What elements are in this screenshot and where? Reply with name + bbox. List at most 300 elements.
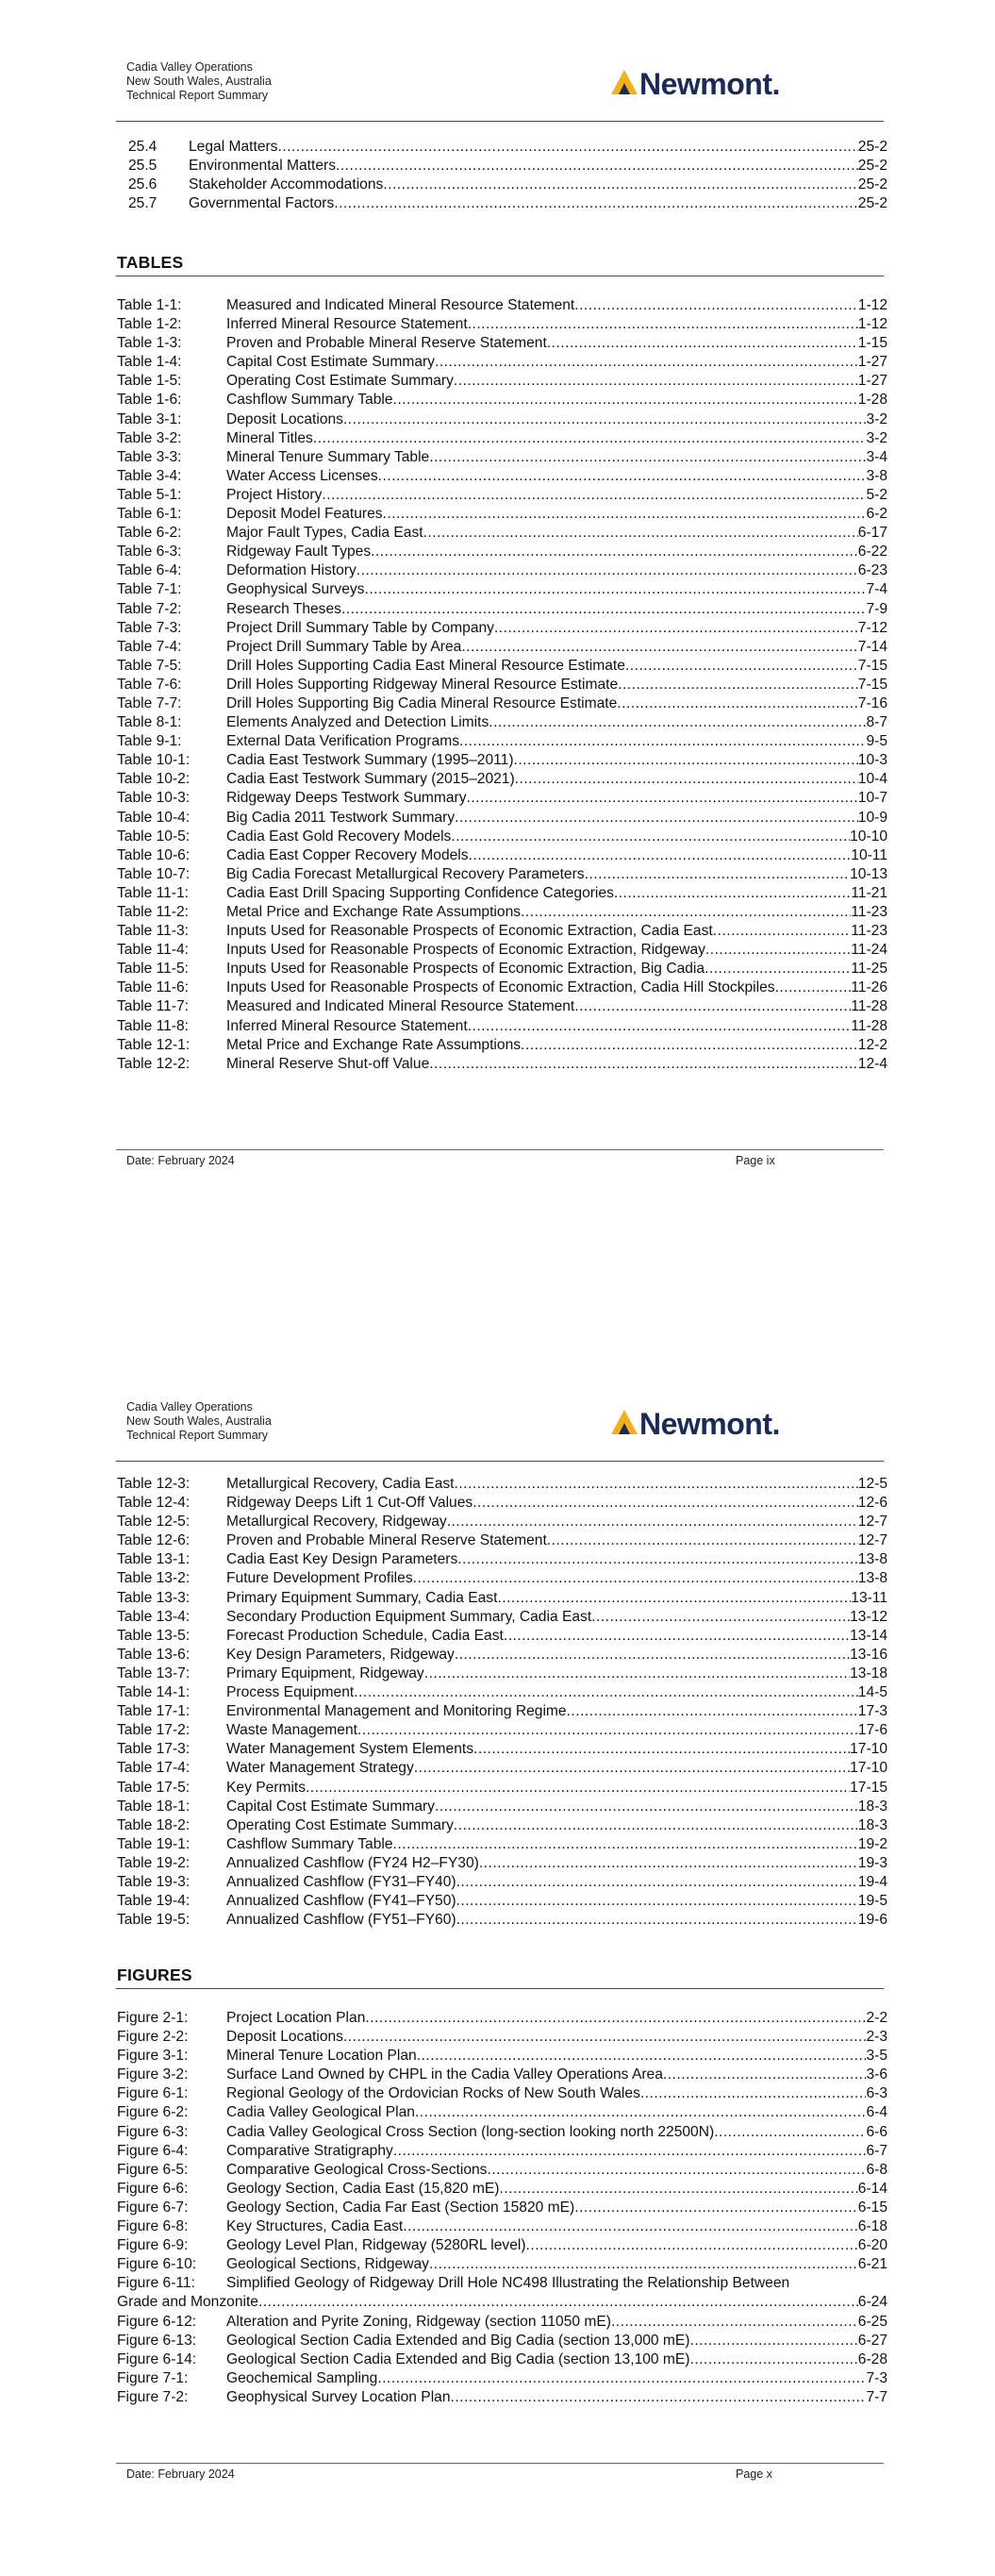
leader-dots [479, 1854, 858, 1873]
table-list-entry-page: 6-22 [857, 544, 887, 560]
figure-list-entry-title: Comparative Geological Cross-Sections [226, 2161, 488, 2178]
figure-list-entry-label: Figure 6-2: [117, 2104, 189, 2121]
toc-entry-page: 25-2 [857, 139, 887, 155]
leader-dots [473, 1494, 858, 1513]
newmont-logo-text: Newmont. [639, 1407, 780, 1438]
table-list-entry[interactable] [117, 467, 887, 486]
table-list-entry-label: Table 18-2: [117, 1816, 191, 1833]
leader-dots [336, 157, 858, 176]
table-list-entry-page: 7-9 [866, 600, 887, 617]
leader-dots [393, 391, 858, 410]
table-list-entry[interactable] [117, 429, 887, 448]
table-list-entry-title: Inputs Used for Reasonable Prospects of Economic Extraction, Cadia Hill Stockpiles [226, 979, 775, 996]
figure-list-entry[interactable] [117, 2236, 887, 2255]
table-list-entry-title: Mineral Titles [226, 429, 313, 446]
table-list-entry-page: 10-9 [857, 809, 887, 826]
leader-dots [429, 1055, 858, 1074]
table-list-entry[interactable] [117, 1627, 887, 1646]
leader-dots [461, 638, 857, 657]
table-list-entry[interactable] [117, 315, 887, 334]
table-list-entry[interactable] [117, 1740, 887, 1759]
table-list-entry[interactable] [117, 1646, 887, 1664]
table-list-entry[interactable] [117, 1892, 887, 1911]
figure-list-entry-title: Geology Section, Cadia East (15,820 mE) [226, 2180, 500, 2197]
table-list-entry-page: 1-12 [857, 316, 887, 333]
figure-list-entry-label: Figure 3-1: [117, 2048, 189, 2065]
table-list-entry[interactable] [117, 1683, 887, 1702]
table-list-entry[interactable] [117, 979, 887, 997]
table-list-entry-label: Table 12-5: [117, 1514, 191, 1531]
table-list-entry[interactable] [117, 903, 887, 922]
leader-dots [455, 809, 858, 828]
table-list-entry[interactable] [117, 543, 887, 561]
figure-list-entry-page: 6-20 [857, 2237, 887, 2254]
leader-dots [357, 1721, 858, 1740]
leader-dots [393, 2142, 867, 2161]
table-list-entry-page: 8-7 [866, 714, 887, 731]
table-list-entry[interactable] [117, 1589, 887, 1608]
leader-dots [473, 1740, 850, 1759]
table-list-entry-title: Proven and Probable Mineral Reserve Statement [226, 335, 547, 352]
table-list-entry-title: Ridgeway Deeps Lift 1 Cut-Off Values [226, 1495, 473, 1512]
table-list-entry-label: Table 17-4: [117, 1760, 191, 1777]
figures-heading-rule [116, 1988, 884, 1989]
table-list-entry[interactable] [117, 694, 887, 713]
leader-dots [365, 2009, 866, 2028]
table-list-entry-label: Table 7-5: [117, 657, 182, 674]
leader-dots [435, 1798, 858, 1816]
table-list-entry[interactable] [117, 1055, 887, 1074]
figure-list-entry[interactable] [117, 2142, 887, 2161]
table-list-entry-title: Drill Holes Supporting Ridgeway Mineral Resource Estimate [226, 676, 619, 693]
table-list-entry[interactable] [117, 1569, 887, 1588]
leader-dots [618, 676, 858, 694]
figures-list [117, 2009, 887, 2407]
table-list-entry-title: Cashflow Summary Table [226, 1835, 393, 1852]
leader-dots [468, 315, 858, 334]
leader-dots [705, 960, 851, 979]
figure-list-entry[interactable] [117, 2084, 887, 2103]
table-list-entry-page: 19-5 [857, 1893, 887, 1910]
figure-list-entry[interactable] [117, 2066, 887, 2084]
leader-dots [277, 138, 857, 157]
toc-entry[interactable] [128, 157, 887, 176]
table-list-entry[interactable] [117, 713, 887, 732]
figure-list-entry[interactable] [117, 2274, 887, 2293]
table-list-entry-page: 6-17 [857, 525, 887, 542]
table-list-entry-label: Table 10-1: [117, 752, 191, 769]
table-list-entry-title: Water Access Licenses [226, 467, 378, 484]
leader-dots [364, 580, 866, 599]
toc-entry[interactable] [128, 194, 887, 213]
leader-dots [403, 2217, 858, 2236]
leader-dots [690, 2350, 858, 2369]
leader-dots [663, 2066, 867, 2084]
figure-list-entry-title: Mineral Tenure Location Plan [226, 2048, 417, 2065]
table-list-entry[interactable] [117, 1702, 887, 1721]
table-list-entry-label: Table 18-1: [117, 1798, 191, 1815]
footer-rule [116, 2463, 884, 2464]
leader-dots [447, 1513, 858, 1531]
table-list-entry-page: 1-12 [857, 297, 887, 313]
table-list-entry-page: 1-15 [857, 335, 887, 352]
figure-list-entry-label: Figure 6-14: [117, 2350, 197, 2367]
table-list-entry-label: Table 7-4: [117, 638, 182, 655]
leader-dots [705, 941, 851, 960]
table-list-entry-label: Table 12-1: [117, 1036, 191, 1053]
leader-dots [468, 1017, 852, 1036]
toc-entry-title: Environmental Matters [189, 158, 336, 175]
header-line-3: Technical Report Summary [126, 89, 269, 102]
table-list-entry-title: Deformation History [226, 562, 357, 579]
figure-list-entry-title: Simplified Geology of Ridgeway Drill Hole NC498 Illustrating the Relationship Between [226, 2275, 790, 2292]
leader-dots [775, 979, 852, 997]
header-rule [116, 1461, 884, 1462]
table-list-entry[interactable] [117, 410, 887, 429]
figure-list-entry-continuation[interactable] [117, 2293, 887, 2312]
table-list-entry-page: 10-4 [857, 771, 887, 788]
leader-dots [429, 448, 866, 467]
table-list-entry[interactable] [117, 789, 887, 808]
figure-list-entry[interactable] [117, 2332, 887, 2350]
table-list-entry[interactable] [117, 353, 887, 372]
figure-list-entry-title: Geology Level Plan, Ridgeway (5280RL level) [226, 2237, 526, 2254]
table-list-entry[interactable] [117, 334, 887, 353]
footer-date: Date: February 2024 [126, 1154, 235, 1167]
table-list-entry[interactable] [117, 1759, 887, 1778]
table-list-entry[interactable] [117, 600, 887, 619]
table-list-entry[interactable] [117, 524, 887, 543]
figure-list-entry[interactable] [117, 2350, 887, 2369]
leader-dots [614, 884, 851, 903]
table-list-entry[interactable] [117, 1608, 887, 1627]
leader-dots [341, 600, 867, 619]
table-list-entry-label: Table 19-2: [117, 1854, 191, 1871]
figure-list-entry-label: Figure 6-8: [117, 2218, 189, 2235]
figure-list-entry-title: Deposit Locations [226, 2029, 343, 2046]
table-list-entry[interactable] [117, 960, 887, 979]
tables-list-continued [117, 1475, 887, 1930]
table-list-entry-label: Table 3-4: [117, 467, 182, 484]
table-list-entry-label: Table 10-3: [117, 790, 191, 807]
leader-dots [354, 1683, 858, 1702]
table-list-entry-title: Annualized Cashflow (FY51–FY60) [226, 1912, 456, 1929]
leader-dots [423, 524, 858, 543]
leader-dots [414, 1759, 850, 1778]
figure-list-entry[interactable] [117, 2103, 887, 2122]
table-list-entry[interactable] [117, 922, 887, 941]
table-list-entry-page: 13-8 [857, 1551, 887, 1568]
table-list-entry-label: Table 8-1: [117, 714, 182, 731]
header-line-3: Technical Report Summary [126, 1429, 269, 1442]
figure-list-entry[interactable] [117, 2199, 887, 2217]
table-list-entry[interactable] [117, 751, 887, 770]
figure-list-entry[interactable] [117, 2123, 887, 2142]
toc-entry[interactable] [128, 176, 887, 194]
figure-list-entry-page: 6-27 [857, 2332, 887, 2349]
table-list-entry-title: Inferred Mineral Resource Statement [226, 1017, 468, 1034]
figure-list-entry-label: Figure 6-9: [117, 2237, 189, 2254]
table-list-entry-title: Big Cadia Forecast Metallurgical Recovery Parameters [226, 865, 585, 882]
table-list-entry-title: Cadia East Testwork Summary (2015–2021) [226, 771, 515, 788]
figure-list-entry-title: Geology Section, Cadia Far East (Section 15820 mE) [226, 2199, 575, 2216]
header-line-2: New South Wales, Australia [126, 1414, 272, 1428]
table-list-entry-label: Table 13-3: [117, 1589, 191, 1606]
figure-list-entry[interactable] [117, 2009, 887, 2028]
table-list-entry[interactable] [117, 1017, 887, 1036]
figure-list-entry-title: Geophysical Survey Location Plan [226, 2388, 451, 2405]
table-list-entry-page: 7-14 [857, 638, 887, 655]
table-list-entry-label: Table 10-4: [117, 809, 191, 826]
table-list-entry-title: Cadia East Gold Recovery Models [226, 828, 452, 845]
table-list-entry-title: Inferred Mineral Resource Statement [226, 316, 468, 333]
table-list-entry-label: Table 1-5: [117, 373, 182, 390]
table-list-entry-page: 11-24 [851, 942, 887, 959]
leader-dots [640, 2084, 867, 2103]
leader-dots [526, 2236, 858, 2255]
figure-list-entry[interactable] [117, 2388, 887, 2407]
table-list-entry[interactable] [117, 1779, 887, 1798]
table-list-entry[interactable] [117, 770, 887, 789]
table-list-entry-title: Operating Cost Estimate Summary [226, 373, 454, 390]
table-list-entry-page: 19-4 [857, 1873, 887, 1890]
table-list-entry-title: Cadia East Key Design Parameters [226, 1551, 458, 1568]
table-list-entry[interactable] [117, 580, 887, 599]
table-list-entry[interactable] [117, 997, 887, 1016]
table-list-entry-label: Table 3-2: [117, 429, 182, 446]
table-list-entry-page: 13-16 [850, 1646, 887, 1663]
table-list-entry-page: 10-10 [850, 828, 887, 845]
table-list-entry-label: Table 19-3: [117, 1873, 191, 1890]
table-list-entry[interactable] [117, 561, 887, 580]
table-list-entry-title: Big Cadia 2011 Testwork Summary [226, 809, 456, 826]
table-list-entry-label: Table 7-7: [117, 694, 182, 711]
table-list-entry[interactable] [117, 846, 887, 865]
figure-list-entry-title: Regional Geology of the Ordovician Rocks of New South Wales [226, 2085, 640, 2102]
leader-dots [424, 1664, 850, 1683]
leader-dots [371, 543, 858, 561]
figure-list-entry-label: Figure 6-11: [117, 2275, 195, 2292]
table-list-entry-page: 18-3 [857, 1798, 887, 1815]
table-list-entry-page: 7-15 [857, 657, 887, 674]
table-list-entry-title: Secondary Production Equipment Summary, Cadia East [226, 1608, 592, 1625]
table-list-entry-label: Table 11-2: [117, 904, 189, 920]
table-list-entry-label: Table 3-3: [117, 448, 182, 465]
table-list-entry[interactable] [117, 1721, 887, 1740]
table-list-entry-title: Geophysical Surveys [226, 581, 365, 598]
table-list-entry[interactable] [117, 372, 887, 391]
table-list-entry-page: 7-16 [857, 694, 887, 711]
leader-dots [456, 1911, 858, 1930]
leader-dots [417, 2047, 867, 2066]
leader-dots [343, 410, 866, 429]
table-list-entry-title: Key Design Parameters, Ridgeway [226, 1646, 455, 1663]
toc-entry[interactable] [128, 138, 887, 157]
leader-dots [567, 1702, 858, 1721]
table-list-entry[interactable] [117, 505, 887, 524]
table-list-entry[interactable] [117, 638, 887, 657]
figure-list-entry-title: Alteration and Pyrite Zoning, Ridgeway (section 11050 mE) [226, 2313, 611, 2330]
table-list-entry-title: Future Development Profiles [226, 1570, 413, 1587]
figure-list-entry-title: Cadia Valley Geological Cross Section (long-section looking north 22500N) [226, 2123, 715, 2140]
leader-dots [487, 2161, 866, 2180]
leader-dots [690, 2332, 858, 2350]
table-list-entry[interactable] [117, 884, 887, 903]
figure-list-entry[interactable] [117, 2180, 887, 2199]
table-list-entry-label: Table 12-2: [117, 1055, 191, 1072]
table-list-entry-page: 13-14 [850, 1627, 887, 1644]
figure-list-entry-label: Figure 6-4: [117, 2142, 189, 2159]
leader-dots [383, 176, 857, 194]
table-list-entry[interactable] [117, 1798, 887, 1816]
figure-list-entry[interactable] [117, 2047, 887, 2066]
figure-list-entry[interactable] [117, 2161, 887, 2180]
toc-entry-label: 25.4 [128, 139, 158, 155]
table-list-entry-page: 11-26 [851, 979, 887, 996]
leader-dots [357, 561, 858, 580]
figure-list-entry-page: 6-24 [857, 2294, 887, 2311]
leader-dots [451, 2388, 867, 2407]
page-header-text [126, 60, 272, 103]
table-list-entry[interactable] [117, 1911, 887, 1930]
table-list-entry[interactable] [117, 865, 887, 884]
table-list-entry-page: 12-2 [857, 1036, 887, 1053]
figure-list-entry-label: Figure 6-7: [117, 2199, 189, 2216]
toc-entry-title: Legal Matters [189, 139, 278, 155]
table-list-entry-page: 1-27 [857, 354, 887, 371]
table-list-entry-title: Cadia East Testwork Summary (1995–2011) [226, 752, 514, 769]
figure-list-entry-page: 6-28 [857, 2350, 887, 2367]
figure-list-entry[interactable] [117, 2028, 887, 2047]
table-list-entry-page: 13-8 [857, 1570, 887, 1587]
table-list-entry-label: Table 10-5: [117, 828, 191, 845]
toc-entry-label: 25.5 [128, 158, 158, 175]
toc-entry-label: 25.7 [128, 195, 158, 212]
figure-list-entry-label: Figure 6-13: [117, 2332, 197, 2349]
table-list-entry[interactable] [117, 391, 887, 410]
figures-heading: FIGURES [117, 1965, 192, 1984]
table-list-entry-title: Capital Cost Estimate Summary [226, 1798, 435, 1815]
figure-list-entry-page: 3-5 [866, 2048, 887, 2065]
figure-list-entry-page: 6-18 [857, 2218, 887, 2235]
leader-dots [591, 1608, 850, 1627]
figure-list-entry[interactable] [117, 2255, 887, 2274]
footer-rule [116, 1149, 884, 1150]
table-list-entry-page: 11-25 [851, 961, 887, 978]
table-list-entry-label: Table 13-4: [117, 1608, 191, 1625]
leader-dots [574, 997, 851, 1016]
table-list-entry-page: 12-7 [857, 1532, 887, 1549]
table-list-entry-title: Measured and Indicated Mineral Resource Statement [226, 297, 575, 313]
figure-list-entry-title: Comparative Stratigraphy [226, 2142, 393, 2159]
table-list-entry[interactable] [117, 1816, 887, 1835]
figure-list-entry-title: Geological Sections, Ridgeway [226, 2256, 429, 2273]
table-list-entry-title: Metallurgical Recovery, Cadia East [226, 1476, 455, 1492]
table-list-entry-title: Ridgeway Fault Types [226, 544, 372, 560]
figure-list-entry[interactable] [117, 2313, 887, 2332]
table-list-entry[interactable] [117, 809, 887, 828]
table-list-entry-title: Metallurgical Recovery, Ridgeway [226, 1514, 447, 1531]
toc-entry-page: 25-2 [857, 195, 887, 212]
table-list-entry-page: 1-27 [857, 373, 887, 390]
table-list-entry-title: Cadia East Copper Recovery Models [226, 846, 469, 863]
table-list-entry[interactable] [117, 486, 887, 505]
table-list-entry-title: Cadia East Drill Spacing Supporting Confidence Categories [226, 884, 614, 901]
figure-list-entry-page: 6-21 [857, 2256, 887, 2273]
table-list-entry-title: Mineral Reserve Shut-off Value [226, 1055, 430, 1072]
table-list-entry-page: 17-15 [850, 1779, 887, 1796]
figure-list-entry-page: 6-14 [857, 2180, 887, 2197]
table-list-entry-title: Ridgeway Deeps Testwork Summary [226, 790, 467, 807]
table-list-entry-title: Drill Holes Supporting Cadia East Mineral Resource Estimate [226, 657, 625, 674]
table-list-entry[interactable] [117, 676, 887, 694]
table-list-entry-page: 13-11 [851, 1589, 887, 1606]
table-list-entry-label: Table 7-6: [117, 676, 182, 693]
figure-list-entry-label: Figure 6-10: [117, 2256, 197, 2273]
leader-dots [454, 1816, 858, 1835]
leader-dots [306, 1779, 850, 1798]
table-list-entry[interactable] [117, 941, 887, 960]
table-list-entry-page: 6-23 [857, 562, 887, 579]
figure-list-entry[interactable] [117, 2369, 887, 2388]
table-list-entry[interactable] [117, 1494, 887, 1513]
table-list-entry-label: Table 12-6: [117, 1532, 191, 1549]
figure-list-entry-page: 2-3 [866, 2029, 887, 2046]
table-list-entry[interactable] [117, 1550, 887, 1569]
toc-entry-page: 25-2 [857, 158, 887, 175]
table-list-entry[interactable] [117, 1513, 887, 1531]
figure-list-entry-page: 6-7 [866, 2142, 887, 2159]
table-list-entry-title: Capital Cost Estimate Summary [226, 354, 435, 371]
table-list-entry-title: Annualized Cashflow (FY41–FY50) [226, 1893, 456, 1910]
table-list-entry[interactable] [117, 657, 887, 676]
table-list-entry-label: Table 11-4: [117, 942, 189, 959]
table-list-entry[interactable] [117, 1873, 887, 1892]
figure-list-entry-label: Figure 3-2: [117, 2066, 189, 2083]
figure-list-entry-title: Project Location Plan [226, 2010, 366, 2026]
figure-list-entry-title-continued: Grade and Monzonite [117, 2294, 258, 2311]
table-list-entry[interactable] [117, 1475, 887, 1494]
table-list-entry[interactable] [117, 296, 887, 315]
table-list-entry[interactable] [117, 1664, 887, 1683]
leader-dots [334, 194, 858, 213]
table-list-entry-page: 6-2 [866, 506, 887, 523]
figure-list-entry-page: 2-2 [866, 2010, 887, 2026]
leader-dots [435, 353, 858, 372]
leader-dots [515, 770, 858, 789]
table-list-entry-title: Environmental Management and Monitoring Regime [226, 1703, 567, 1720]
table-list-entry-title: Forecast Production Schedule, Cadia East [226, 1627, 504, 1644]
leader-dots [713, 922, 852, 941]
leader-dots [521, 903, 851, 922]
table-list-entry[interactable] [117, 448, 887, 467]
table-list-entry[interactable] [117, 1854, 887, 1873]
table-list-entry[interactable] [117, 732, 887, 751]
newmont-logo [609, 1406, 788, 1438]
figure-list-entry-label: Figure 6-6: [117, 2180, 189, 2197]
table-list-entry[interactable] [117, 1531, 887, 1550]
table-list-entry[interactable] [117, 828, 887, 846]
table-list-entry-title: Key Permits [226, 1779, 307, 1796]
leader-dots [574, 2199, 858, 2217]
table-list-entry[interactable] [117, 1835, 887, 1854]
table-list-entry[interactable] [117, 1036, 887, 1055]
leader-dots [714, 2123, 866, 2142]
table-list-entry-page: 12-4 [857, 1055, 887, 1072]
table-list-entry-page: 11-28 [851, 1017, 887, 1034]
table-list-entry[interactable] [117, 619, 887, 638]
figure-list-entry[interactable] [117, 2217, 887, 2236]
